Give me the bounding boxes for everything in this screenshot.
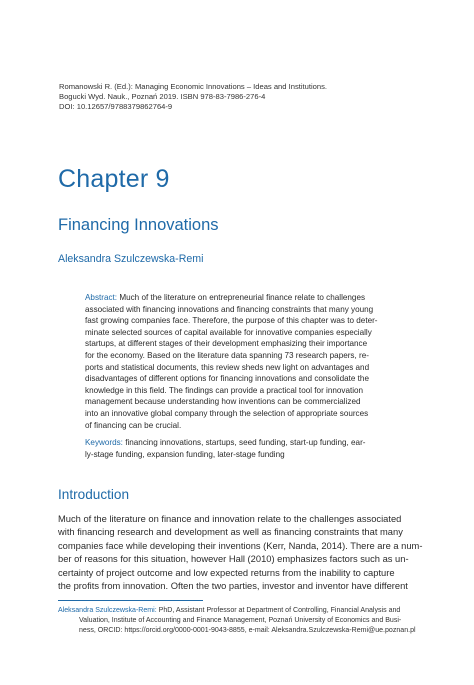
body-line: with financing research and development as well as financing constraints that many: [58, 527, 403, 538]
section-heading-introduction: Introduction: [58, 487, 130, 502]
footnote-divider: [58, 600, 203, 601]
citation-doi: DOI: 10.12657/9788379862764-9: [59, 102, 173, 111]
abstract-first-line: [85, 292, 421, 304]
abstract-line: of financing can be crucial.: [85, 420, 182, 430]
abstract-line: for the economy. Based on the literature data spanning 73 research papers, re-: [85, 350, 369, 360]
abstract: [85, 292, 421, 431]
body-line: companies face while developing their inventions (Kerr, Nanda, 2014). There are a num-: [58, 540, 423, 551]
abstract-line: knowledge in this field. The findings can provide a practical tool for innovation: [85, 385, 364, 395]
body-line: certainty of project outcome and low expected returns from the inability to capture: [58, 567, 395, 578]
abstract-line: fast growing companies face. Therefore, the purpose of this chapter was to deter-: [85, 316, 378, 326]
abstract-line: ports and statistical documents, this review sheds new light on advantages and: [85, 362, 370, 372]
abstract-line: disadvantages of different options for financing innovations and consolidate the: [85, 374, 369, 384]
footnote-first-line: [58, 606, 420, 616]
chapter-number: Chapter 9: [58, 165, 170, 193]
chapter-author: Aleksandra Szulczewska-Remi: [58, 253, 204, 265]
abstract-line: startups, at different stages of their development emphasizing their importance: [85, 339, 368, 349]
keywords-line: financing innovations, startups, seed funding, start-up funding, ear-: [122, 438, 366, 447]
citation-header: [59, 82, 439, 112]
keywords: [85, 437, 421, 460]
abstract-line: Much of the literature on entrepreneurial finance relate to challenges: [117, 293, 366, 302]
citation-line: Romanowski R. (Ed.): Managing Economic Innovations – Ideas and Institutions.: [59, 82, 328, 91]
body-line: the profits from innovation. Often the two parties, investor and inventor have different: [58, 581, 408, 592]
footnote-line: ness, ORCID: https://orcid.org/0000-0001-9043-8855, e-mail: Aleksandra.Szulczewska-Remi@ue.poznan.pl: [79, 626, 416, 634]
footnote-line: Valuation, Institute of Accounting and Finance Management, Poznań University of Economics and Busi-: [79, 616, 402, 624]
introduction-paragraph: [58, 513, 423, 594]
author-footnote: [58, 606, 420, 636]
abstract-label: Abstract:: [85, 293, 118, 302]
citation-line: Bogucki Wyd. Nauk., Poznań 2019. ISBN 978-83-7986-276-4: [59, 92, 266, 101]
abstract-line: into an innovative global company through the selection of appropriate sources: [85, 408, 369, 418]
keywords-label: Keywords:: [85, 438, 123, 447]
footnote-author-label: Aleksandra Szulczewska-Remi:: [58, 607, 157, 614]
abstract-line: associated with financing innovations and financing constraints that many young: [85, 304, 374, 314]
body-line: ber of reasons for this situation, however Hall (2010) emphasizes factors such as un-: [58, 554, 409, 565]
chapter-title: Financing Innovations: [58, 216, 219, 234]
abstract-line: minate selected sources of capital available for innovative companies especially: [85, 327, 372, 337]
abstract-line: management because understanding how inventions can be commercialized: [85, 397, 361, 407]
footnote-line: PhD, Assistant Professor at Department of Controlling, Financial Analysis and: [156, 607, 401, 614]
keywords-line: ly-stage funding, expansion funding, later-stage funding: [85, 449, 285, 459]
body-line: Much of the literature on finance and innovation relate to the challenges associated: [58, 514, 402, 524]
keywords-first-line: [85, 437, 421, 449]
